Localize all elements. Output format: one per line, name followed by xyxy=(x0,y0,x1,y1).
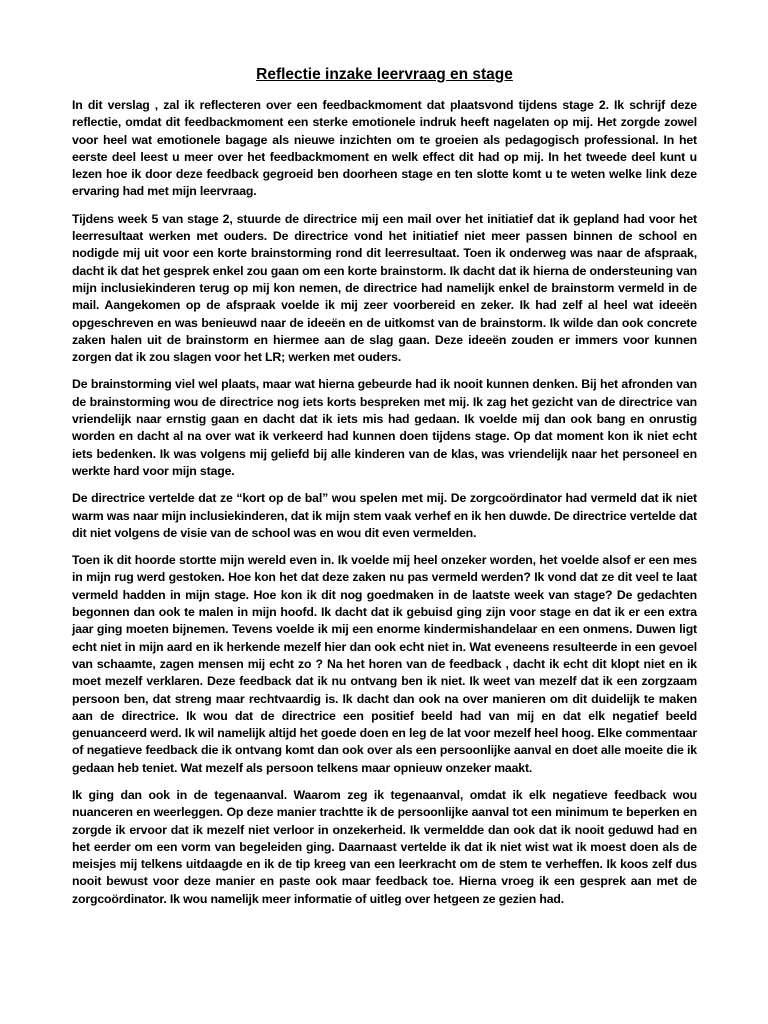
document-title: Reflectie inzake leervraag en stage xyxy=(256,66,513,83)
paragraph-intro: In dit verslag , zal ik reflecteren over een feedbackmoment dat plaatsvond tijdens stage 2. Ik schrijf deze reflectie, omdat dit feedbackmoment een sterke emotionele indruk heeft nagelaten op mij. Het zorgde zowel voor heel wat emotionele bagage als nieuwe inzichten om te groeien als pedagogisch professional. In het eerste deel leest u meer over het feedbackmoment en welk effect dit had op mij. In het tweede deel kunt u lezen hoe ik door deze feedback gegroeid ben doorheen stage en ten slotte komt u te weten welke link deze ervaring had met mijn leervraag. xyxy=(72,98,697,199)
document-page xyxy=(72,66,697,918)
paragraph-counterattack: Ik ging dan ook in de tegenaanval. Waarom zeg ik tegenaanval, omdat ik elk negatieve feedback wou nuanceren en weerleggen. Op deze manier trachtte ik de persoonlijke aanval tot een minimum te beperken en zorgde ik ervoor dat ik mezelf niet verloor in onzekerheid. Ik vermeldde dan ook dat ik nooit geduwd had en het eerder om een vorm van begeleiden ging. Daarnaast vertelde ik dat ik niet wist wat ik moest doen als de meisjes mij telkens uitdaagde en ik de tip kreeg van een leerkracht om de stem te verheffen. Ik koos zelf dus nooit bewust voor deze manier en paste ook maar feedback toe. Hierna vroeg ik een gesprek aan met de zorgcoördinator. Ik wou namelijk meer informatie of uitleg over hetgeen ze gezien had. xyxy=(72,787,697,906)
paragraph-directrice: De directrice vertelde dat ze “kort op de bal” wou spelen met mij. De zorgcoördinator had vermeld dat ik niet warm was naar mijn inclusiekinderen, dat ik mijn stem vaak verhef en ik hen duwde. De directrice vertelde dat dit niet volgens de visie van de school was en wou dit even vermelden. xyxy=(72,491,697,540)
paragraph-reaction: Toen ik dit hoorde stortte mijn wereld even in. Ik voelde mij heel onzeker worden, het voelde alsof er een mes in mijn rug werd gestoken. Hoe kon het dat deze zaken nu pas vermeld werden? Ik vond dat ze dit veel te laat vermeld hadden in mijn stage. Hoe kon ik dit nog goedmaken in de laatste week van stage? De gedachten begonnen dan ook te malen in mijn hoofd. Ik dacht dat ik gebuisd ging zijn voor stage en dat ik er een extra jaar ging moeten bijnemen. Tevens voelde ik mij een enorme kindermishandelaar en een onmens. Duwen ligt echt niet in mijn aard en ik herkende mezelf hier dan ook echt niet in. Wat eveneens resulteerde in een gevoel van schaamte, zagen mensen mij echt zo ? Na het horen van de feedback , dacht ik echt dit klopt niet en ik moet mezelf verklaren. Deze feedback dat ik nu ontvang ben ik niet. Ik weet van mezelf dat ik een zorgzaam persoon ben, dat streng maar rechtvaardig is. Ik dacht dan ook na over manieren om dit duidelijk te maken aan de directrice. Ik wou dat de directrice een positief beeld had van mij en dat elk negatief beeld genuanceerd werd. Ik wil namelijk altijd het goede doen en leg de lat voor mezelf heel hoog. Elke commentaar of negatieve feedback die ik ontvang komt dan ook over als een persoonlijke aanval en doet alle moeite die ik gedaan heb teniet. Wat mezelf als persoon telkens maar opnieuw onzeker maakt. xyxy=(72,553,697,775)
paragraph-brainstorming: De brainstorming viel wel plaats, maar wat hierna gebeurde had ik nooit kunnen denken. Bij het afronden van de brainstorming wou de directrice nog iets korts bespreken met mij. Ik zag het gezicht van de directrice van vriendelijk naar ernstig gaan en dacht dat ik iets mis had gedaan. Ik voelde mij dan ook bang en onrustig worden en dacht al na over wat ik verkeerd had kunnen doen tijdens stage. Op dat moment kon ik niet echt iets bedenken. Ik was volgens mij geliefd bij alle kinderen van de klas, was vriendelijk naar het personeel en werkte hard voor mijn stage. xyxy=(72,377,697,478)
paragraph-week5: Tijdens week 5 van stage 2, stuurde de directrice mij een mail over het initiatief dat ik gepland had voor het leerresultaat werken met ouders. De directrice vond het initiatief niet meer passen binnen de school en nodigde mij uit voor een korte brainstorming rond dit leerresultaat. Toen ik onderweg was naar de afspraak, dacht ik dat het gesprek enkel zou gaan om een korte brainstorm. Ik dacht dat ik hierna de ondersteuning van mijn inclusiekinderen terug op mij kon nemen, de directrice had namelijk enkel de brainstorm vermeld in de mail. Aangekomen op de afspraak voelde ik mij zeer voorbereid en zeker. Ik had zelf al heel wat ideeën opgeschreven en was benieuwd naar de ideeën en de uitkomst van de brainstorm. Ik wilde dan ook concrete zaken halen uit de brainstorm en hiermee aan de slag gaan. Deze ideeën zouden er immers voor kunnen zorgen dat ik zou slagen voor het LR; werken met ouders. xyxy=(72,211,697,365)
